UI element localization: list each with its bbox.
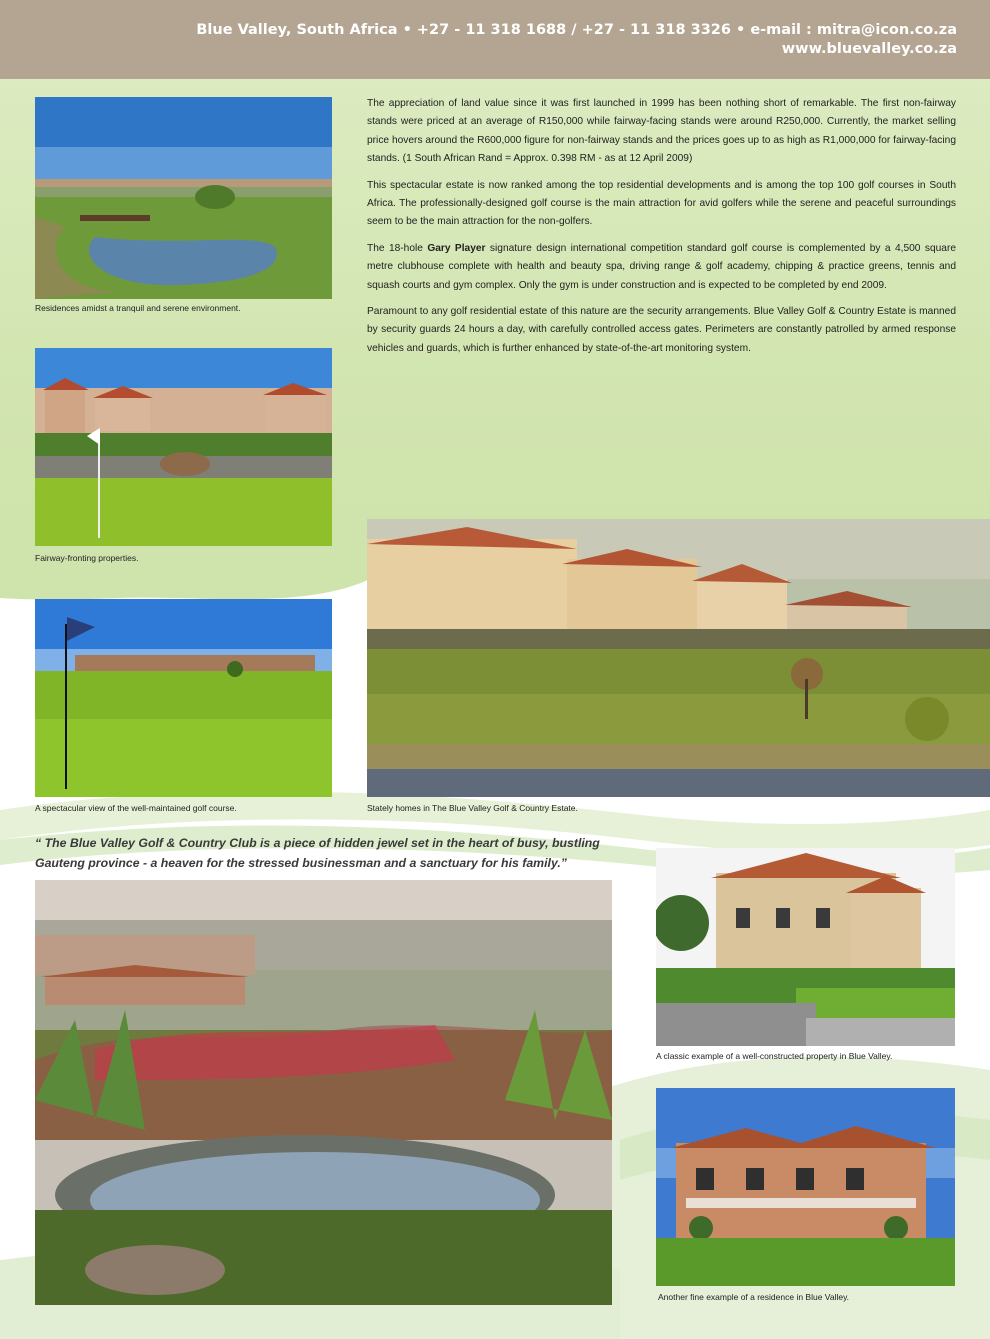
caption-3: A spectacular view of the well-maintained golf course. <box>35 803 237 813</box>
caption-2: Fairway-fronting properties. <box>35 553 139 563</box>
caption-5: A classic example of a well-constructed property in Blue Valley. <box>656 1051 893 1061</box>
article-p3-start: The 18-hole <box>367 242 428 254</box>
photo-another-residence <box>656 1088 955 1286</box>
gary-player-name: Gary Player <box>427 242 486 254</box>
caption-4: Stately homes in The Blue Valley Golf & Country Estate. <box>367 803 578 813</box>
article-body <box>367 95 956 366</box>
article-paragraph-2: This spectacular estate is now ranked among the top residential developments and is among the top 100 golf courses in South Africa. The professionally-designed golf course is the main attraction for avid golfers while the serene and peaceful surroundings seem to be the main attraction for the non-golfers. <box>367 179 956 228</box>
photo-pond-residences <box>35 97 332 299</box>
article-p3-end: signature design international competition standard golf course is complemented by a 4,500 square metre clubhouse complete with health and beauty spa, driving range & golf academy, chipping & practice greens, tennis and squash courts and gym complex. Only the gym is under construction and is expected to be completed by end 2009. <box>367 242 957 291</box>
photo-stately-homes <box>367 519 990 797</box>
photo-classic-property <box>656 848 955 1046</box>
article-paragraph-1: The appreciation of land value since it was first launched in 1999 has been nothing short of remarkable. The first non-fairway stands were priced at an average of R150,000 while fairway-facing stands were around R250,000. Currently, the market selling price hovers around the R600,000 figure for non-fairway stands and the prices goes up to as high as R1,000,000 for fairway-facing stands. (1 South African Rand = Approx. 0.398 RM - as at 12 April 2009) <box>367 98 956 165</box>
article-paragraph-3 <box>367 240 956 295</box>
contact-line: Blue Valley, South Africa • +27 - 11 318 1688 / +27 - 11 318 3326 • e-mail : mitra@icon.co.za <box>196 22 957 38</box>
photo-garden-panorama <box>35 880 612 1305</box>
photo-golf-course-flag <box>35 599 332 797</box>
website-link[interactable]: www.bluevalley.co.za <box>781 41 957 57</box>
pull-quote: “ The Blue Valley Golf & Country Club is a piece of hidden jewel set in the heart of busy, bustling Gauteng province - a heaven for the stressed businessman and a sanctuary for his family.” <box>35 836 600 870</box>
header-bar <box>0 0 990 79</box>
caption-1: Residences amidst a tranquil and serene environment. <box>35 303 241 313</box>
photo-fairway-properties <box>35 348 332 546</box>
article-paragraph-4: Paramount to any golf residential estate of this nature are the security arrangements. Blue Valley Golf & Country Estate is manned by security guards 24 hours a day, with carefully controlled access gates. Perimeters are constantly patrolled by armed response vehicles and guards, which is further enhanced by state-of-the-art monitoring system. <box>367 306 956 354</box>
caption-6: Another fine example of a residence in Blue Valley. <box>658 1292 850 1302</box>
